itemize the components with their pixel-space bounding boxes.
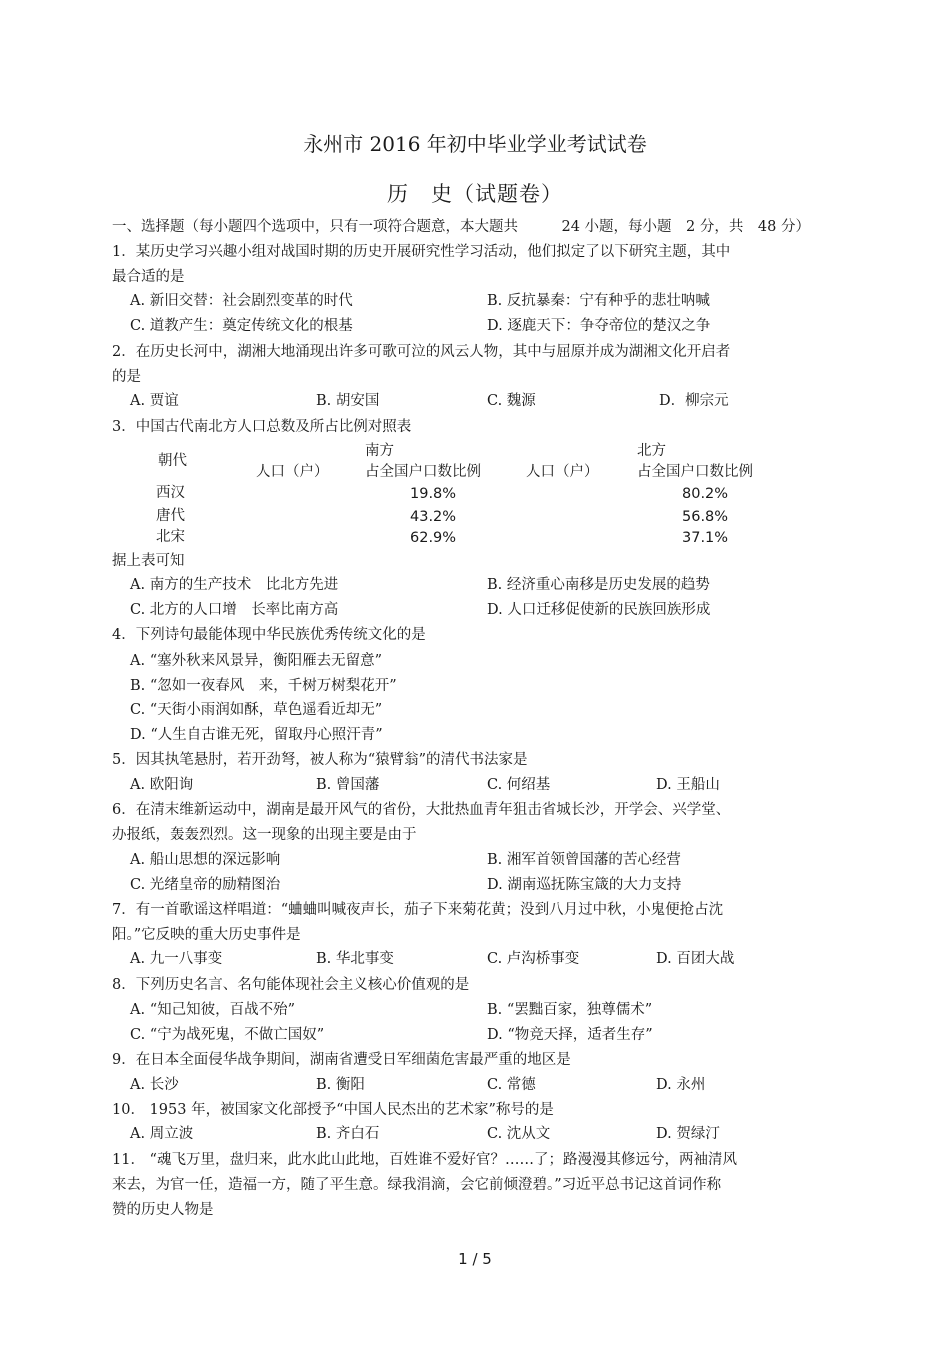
q1-option-a: A. 新旧交替：社会剧烈变革的时代 <box>130 293 353 309</box>
table-row-south-ratio: 19.8% <box>410 486 457 502</box>
q2-option-c: C. 魏源 <box>487 393 536 409</box>
table-row-south-ratio: 43.2% <box>410 509 457 525</box>
q1-stem-line1: 1．某历史学习兴趣小组对战国时期的历史开展研究性学习活动，他们拟定了以下研究主题，其中 <box>112 244 731 260</box>
q1-option-c: C. 道教产生：奠定传统文化的根基 <box>130 318 353 334</box>
table-header-south-ratio: 占全国户口数比例 <box>365 464 481 480</box>
q4-stem: 4．下列诗句最能体现中华民族优秀传统文化的是 <box>112 627 426 643</box>
table-row-north-ratio: 80.2% <box>682 486 729 502</box>
q7-stem-line1: 7．有一首歌谣这样唱道：“蛐蛐叫喊夜声长，茄子下来菊花黄；没到八月过中秋，小鬼便抢占沈 <box>112 902 724 918</box>
table-header-south-pop: 人口（户） <box>256 464 329 480</box>
page-subtitle: 历 史（试题卷） <box>387 182 563 206</box>
table-header-dynasty: 朝代 <box>158 453 187 469</box>
q4-option-b: B. “忽如一夜春风 来，千树万树梨花开” <box>130 678 397 694</box>
page-number: 1 / 5 <box>458 1250 492 1268</box>
q8-option-c: C. “宁为战死鬼，不做亡国奴” <box>130 1027 325 1043</box>
q1-stem-line2: 最合适的是 <box>112 269 185 285</box>
q8-option-d: D. “物竞天择，适者生存” <box>487 1027 653 1043</box>
q4-option-c: C. “天街小雨润如酥，草色遥看近却无” <box>130 702 383 718</box>
q6-stem-line2: 办报纸，轰轰烈烈。这一现象的出现主要是由于 <box>112 827 417 843</box>
q9-option-b: B. 衡阳 <box>316 1077 365 1093</box>
q3-option-a: A. 南方的生产技术 比北方先进 <box>130 577 339 593</box>
table-row-north-ratio: 56.8% <box>682 509 729 525</box>
q5-option-a: A. 欧阳询 <box>130 777 194 793</box>
q9-option-a: A. 长沙 <box>130 1077 179 1093</box>
q6-option-a: A. 船山思想的深远影响 <box>130 852 281 868</box>
q7-stem-line2: 阳。”它反映的重大历史事件是 <box>112 927 301 943</box>
q5-option-b: B. 曾国藩 <box>316 777 380 793</box>
q4-option-d: D. “人生自古谁无死，留取丹心照汗青” <box>130 727 383 743</box>
q8-option-b: B. “罢黜百家，独尊儒术” <box>487 1002 653 1018</box>
q10-option-b: B. 齐白石 <box>316 1126 380 1142</box>
table-header-north-ratio: 占全国户口数比例 <box>637 464 753 480</box>
q3-option-d: D. 人口迁移促使新的民族回族形成 <box>487 602 711 618</box>
q1-option-b: B. 反抗暴秦：宁有种乎的悲壮呐喊 <box>487 293 710 309</box>
q10-stem: 10． 1953 年，被国家文化部授予“中国人民杰出的艺术家”称号的是 <box>112 1102 554 1118</box>
table-row-dynasty: 北宋 <box>156 529 185 545</box>
table-header-south: 南方 <box>365 443 394 459</box>
q10-option-c: C. 沈从文 <box>487 1126 551 1142</box>
q2-stem-line2: 的是 <box>112 369 141 385</box>
table-header-north-pop: 人口（户） <box>526 464 599 480</box>
q2-option-d: D．柳宗元 <box>659 393 729 409</box>
table-header-north: 北方 <box>637 443 666 459</box>
q6-option-c: C. 光绪皇帝的励精图治 <box>130 877 281 893</box>
q7-option-d: D. 百团大战 <box>656 951 735 967</box>
q8-option-a: A. “知己知彼，百战不殆” <box>130 1002 296 1018</box>
q8-stem: 8．下列历史名言、名句能体现社会主义核心价值观的是 <box>112 977 470 993</box>
q3-stem: 3．中国古代南北方人口总数及所占比例对照表 <box>112 419 412 435</box>
table-row-south-ratio: 62.9% <box>410 530 457 546</box>
q11-stem-line3: 赞的历史人物是 <box>112 1202 214 1218</box>
q2-option-b: B. 胡安国 <box>316 393 380 409</box>
q10-option-a: A. 周立波 <box>130 1126 194 1142</box>
q7-option-c: C. 卢沟桥事变 <box>487 951 580 967</box>
q9-option-d: D. 永州 <box>656 1077 706 1093</box>
q11-stem-line2: 来去，为官一任，造福一方，随了平生意。绿我涓滴，会它前倾澄碧。”习近平总书记这首词作称 <box>112 1177 722 1193</box>
q9-option-c: C. 常德 <box>487 1077 536 1093</box>
table-row-dynasty: 唐代 <box>156 508 185 524</box>
q5-option-d: D. 王船山 <box>656 777 720 793</box>
q3-after-table: 据上表可知 <box>112 553 185 569</box>
page-title: 永州市 2016 年初中毕业学业考试试卷 <box>303 132 647 156</box>
table-row-north-ratio: 37.1% <box>682 530 729 546</box>
q2-stem-line1: 2．在历史长河中，湖湘大地涌现出许多可歌可泣的风云人物，其中与屈原并成为湖湘文化开启者 <box>112 344 731 360</box>
q10-option-d: D. 贺绿汀 <box>656 1126 720 1142</box>
q7-option-b: B. 华北事变 <box>316 951 394 967</box>
q6-stem-line1: 6．在清末维新运动中，湖南是最开风气的省份，大批热血青年狙击省城长沙，开学会、兴学堂、 <box>112 802 731 818</box>
q6-option-b: B. 湘军首领曾国藩的苦心经营 <box>487 852 681 868</box>
q1-option-d: D. 逐鹿天下：争夺帝位的楚汉之争 <box>487 318 711 334</box>
q5-option-c: C. 何绍基 <box>487 777 551 793</box>
q7-option-a: A. 九一八事变 <box>130 951 223 967</box>
q5-stem: 5．因其执笔悬肘，若开劲弩，被人称为“猿臂翁”的清代书法家是 <box>112 752 528 768</box>
q3-option-c: C. 北方的人口增 长率比南方高 <box>130 602 339 618</box>
table-row-dynasty: 西汉 <box>156 485 185 501</box>
q9-stem: 9．在日本全面侵华战争期间，湖南省遭受日军细菌危害最严重的地区是 <box>112 1052 571 1068</box>
q2-option-a: A. 贾谊 <box>130 393 179 409</box>
q11-stem-line1: 11． “魂飞万里，盘归来，此水此山此地，百姓谁不爱好官？……了；路漫漫其修远兮，两袖清风 <box>112 1152 737 1168</box>
q4-option-a: A. “塞外秋来风景异，衡阳雁去无留意” <box>130 653 383 669</box>
q3-option-b: B. 经济重心南移是历史发展的趋势 <box>487 577 710 593</box>
q6-option-d: D. 湖南巡抚陈宝箴的大力支持 <box>487 877 682 893</box>
section-intro: 一、选择题（每小题四个选项中，只有一项符合题意，本大题共 24 小题，每小题 2 分，共 48 分） <box>112 219 810 235</box>
